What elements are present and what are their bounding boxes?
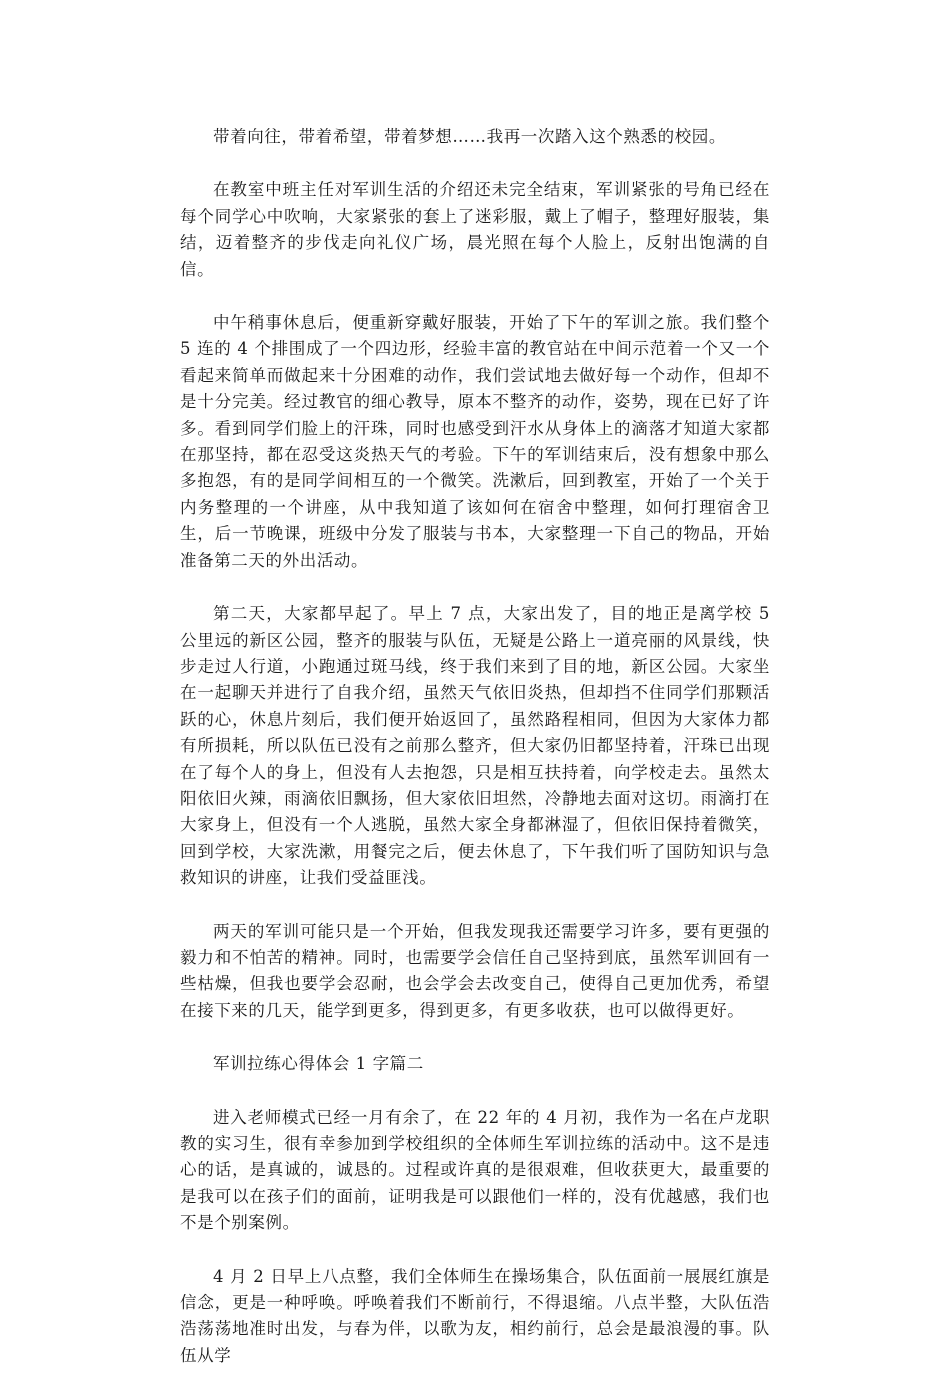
paragraph-teacher-mode: 进入老师模式已经一月有余了，在 22 年的 4 月初，我作为一名在卢龙职教的实习生，很有幸参加到学校组织的全体师生军训拉练的活动中。这不是违心的话，是真诚的，诚恳的。过程或许真的是很艰难，但收获更大，最重要的是我可以在孩子们的面前，证明我是可以跟他们一样的，没有优越感，我们也不是个别案例。 [180, 1107, 770, 1233]
paragraph-reflection: 两天的军训可能只是一个开始，但我发现我还需要学习许多，要有更强的毅力和不怕苦的精神。同时，也需要学会信任自己坚持到底，虽然军训回有一些枯燥，但我也要学会忍耐，也会学会去改变自己，使得自己更加优秀，希望在接下来的几天，能学到更多，得到更多，有更多收获，也可以做得更好。 [180, 921, 770, 1020]
paragraph-afternoon: 中午稍事休息后，便重新穿戴好服装，开始了下午的军训之旅。我们整个 5 连的 4 个排围成了一个四边形，经验丰富的教官站在中间示范着一个又一个看起来简单而做起来十分困难的动作，我们尝试地去做好每一个动作，但却不是十分完美。经过教官的细心教导，原本不整齐的动作，姿势，现在已好了许多。看到同学们脸上的汗珠，同时也感受到汗水从身体上的滴落才知道大家都在那坚持，都在忍受这炎热天气的考验。下午的军训结束后，没有想象中那么多抱怨，有的是同学间相互的一个微笑。洗漱后，回到教室，开始了一个关于内务整理的一个讲座，从中我知道了该如何在宿舍中整理，如何打理宿舍卫生，后一节晚课，班级中分发了服装与书本，大家整理一下自己的物品，开始准备第二天的外出活动。 [180, 313, 770, 570]
paragraph-intro: 带着向往，带着希望，带着梦想……我再一次踏入这个熟悉的校园。 [213, 127, 726, 146]
section-heading: 军训拉练心得体会 1 字篇二 [213, 1054, 424, 1074]
paragraph-day-two: 第二天，大家都早起了。早上 7 点，大家出发了，目的地正是离学校 5 公里远的新区公园，整齐的服装与队伍，无疑是公路上一道亮丽的风景线，快步走过人行道，小跑通过斑马线，终于我们来到了目的地，新区公园。大家坐在一起聊天并进行了自我介绍，虽然天气依旧炎热，但却挡不住同学们那颗活跃的心，休息片刻后，我们便开始返回了，虽然路程相同，但因为大家体力都有所损耗，所以队伍已没有之前那么整齐，但大家仍旧都坚持着，汗珠已出现在了每个人的身上，但没有人去抱怨，只是相互扶持着，向学校走去。虽然太阳依旧火辣，雨滴依旧飘扬，但大家依旧坦然，冷静地去面对这切。雨滴打在大家身上，但没有一个人逃脱，虽然大家全身都淋湿了，但依旧保持着微笑，回到学校，大家洗漱，用餐完之后，便去休息了，下午我们听了国防知识与急救知识的讲座，让我们受益匪浅。 [180, 604, 770, 888]
document-body [180, 124, 770, 1396]
paragraph-classroom: 在教室中班主任对军训生活的介绍还未完全结束，军训紧张的号角已经在每个同学心中吹响，大家紧张的套上了迷彩服，戴上了帽子，整理好服装，集结，迈着整齐的步伐走向礼仪广场，晨光照在每个人脸上，反射出饱满的自信。 [180, 180, 770, 279]
paragraph-april-second: 4 月 2 日早上八点整，我们全体师生在操场集合，队伍面前一展展红旗是信念，更是一种呼唤。呼唤着我们不断前行，不得退缩。八点半整，大队伍浩浩荡荡地准时出发，与春为伴，以歌为友，相约前行，总会是最浪漫的事。队伍从学 [180, 1266, 770, 1365]
